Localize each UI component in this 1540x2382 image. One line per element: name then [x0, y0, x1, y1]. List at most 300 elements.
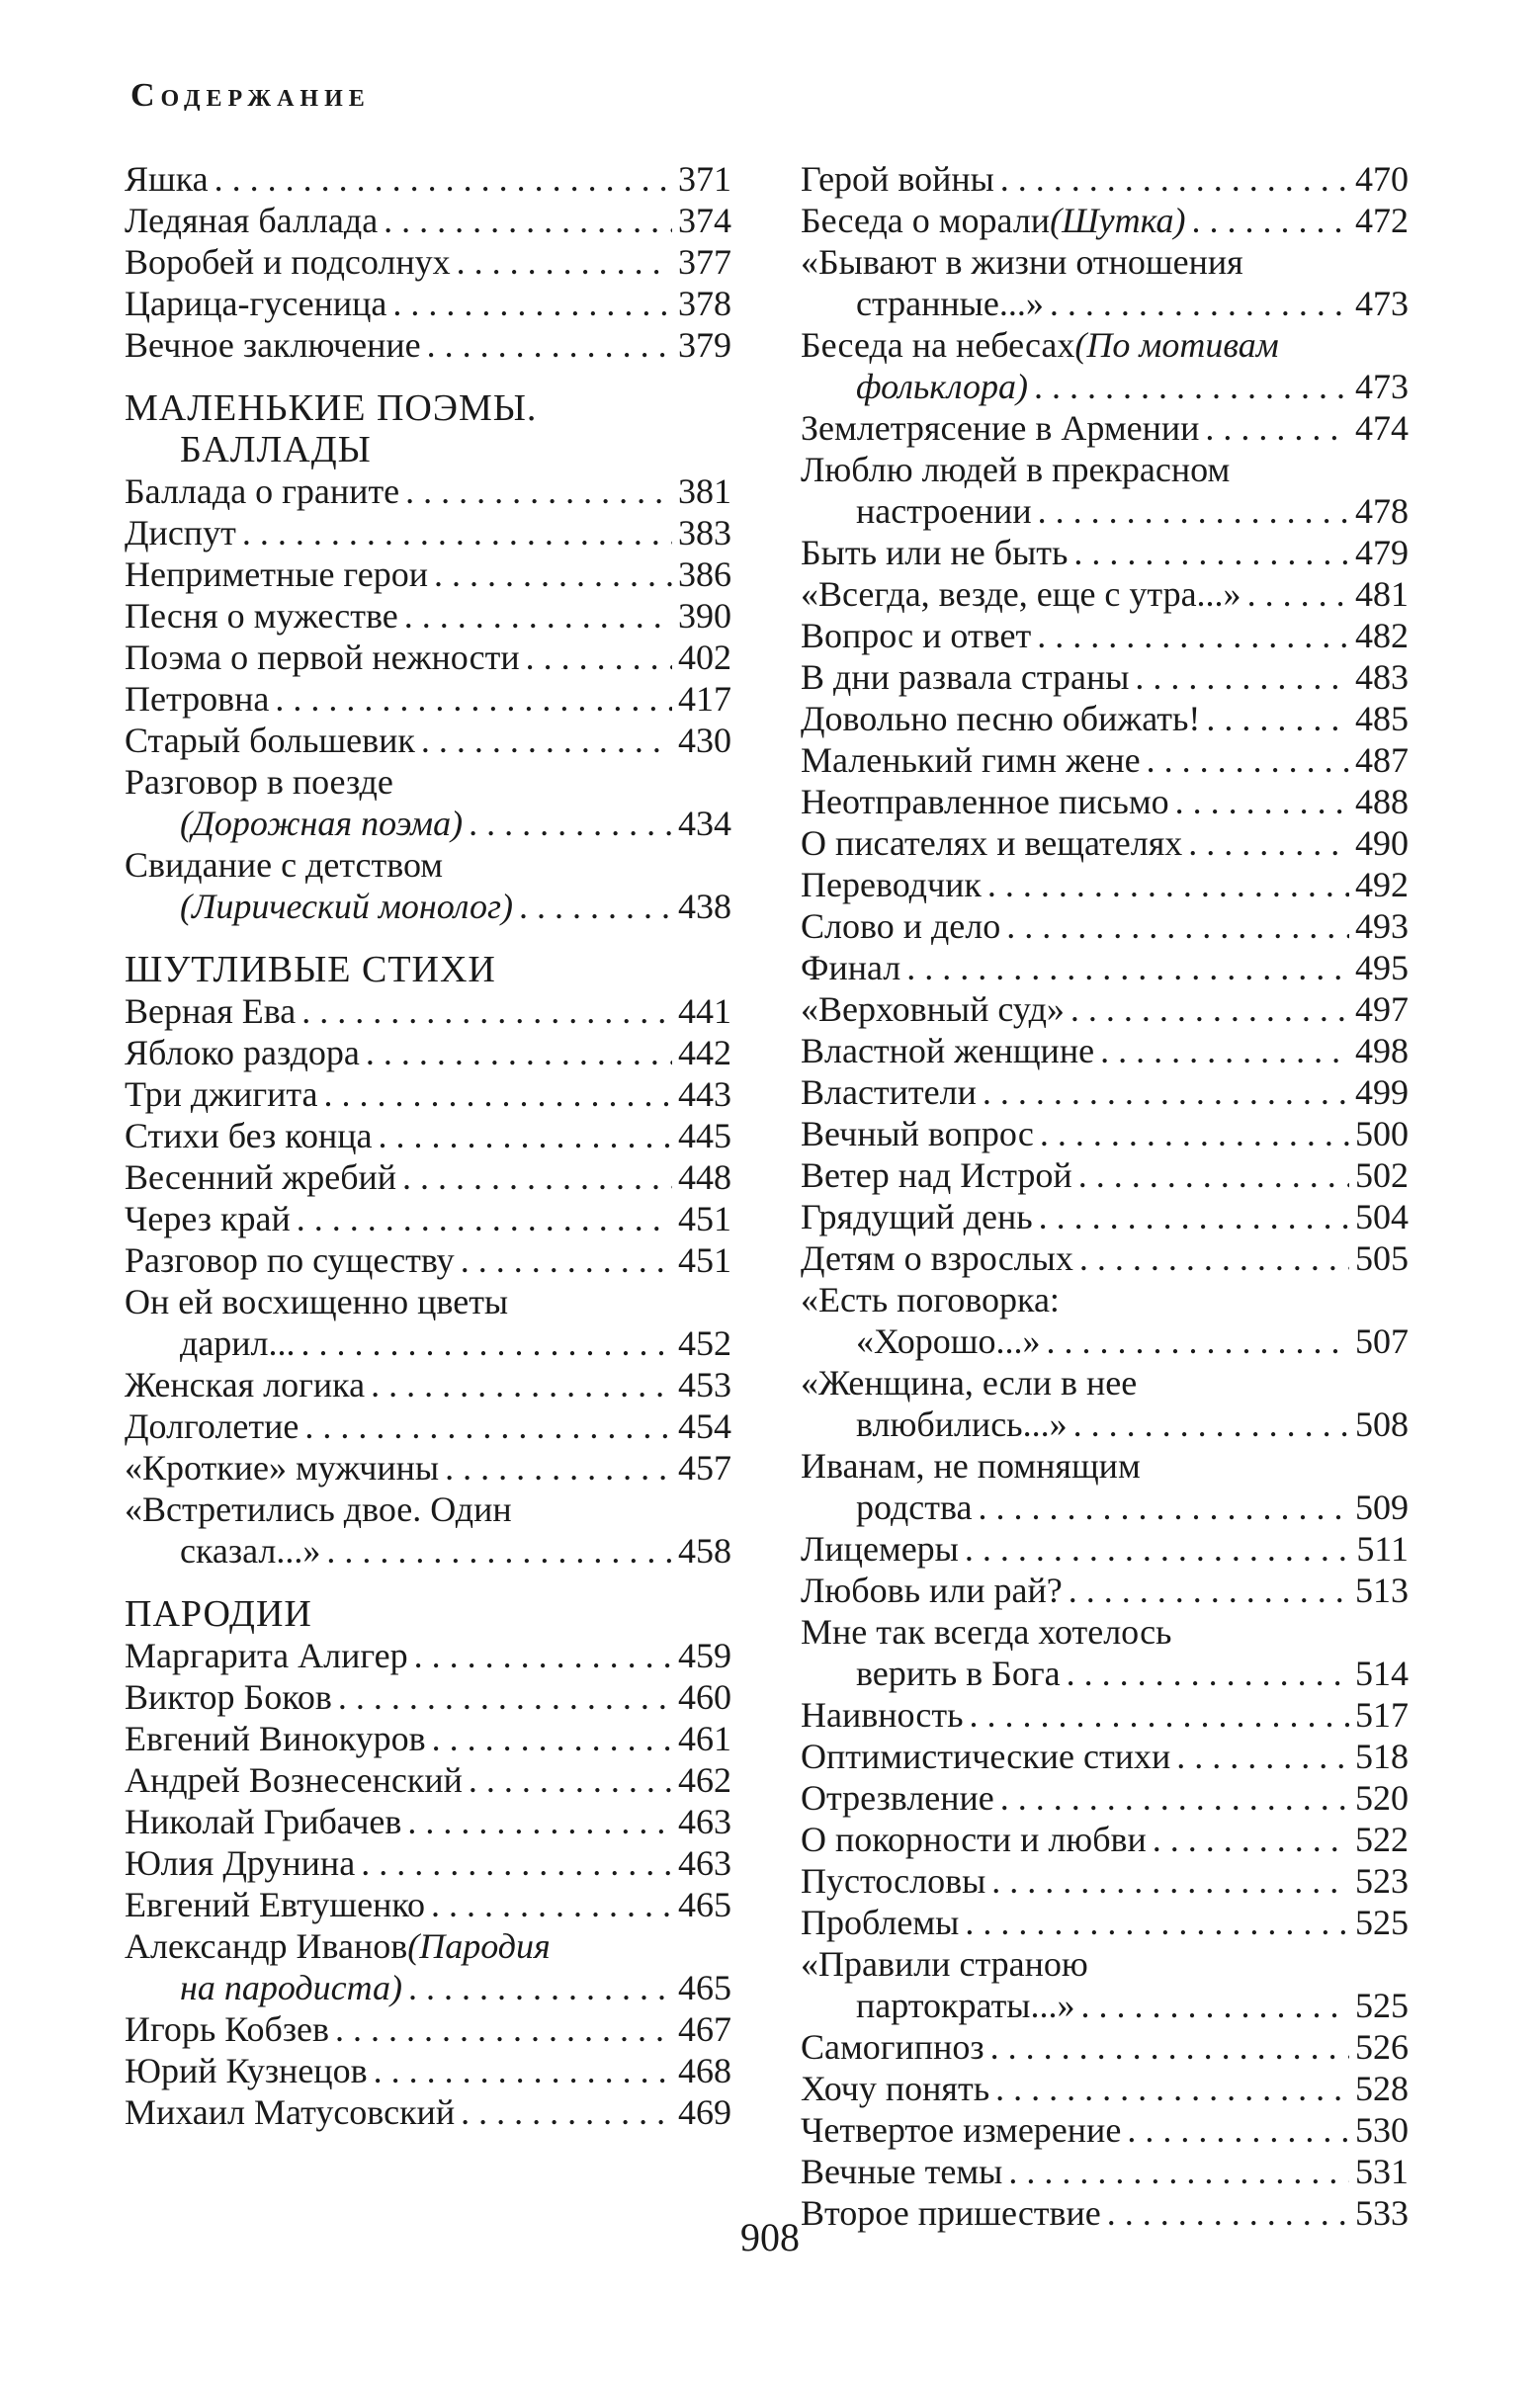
toc-entry	[125, 1801, 731, 1842]
entry-page-number: 533	[1355, 2193, 1409, 2233]
dot-leader	[1175, 781, 1349, 822]
dot-leader	[392, 283, 672, 324]
toc-line	[801, 407, 1409, 449]
entry-page-number: 469	[678, 2092, 731, 2132]
toc-entry	[801, 739, 1409, 781]
dot-leader	[421, 720, 672, 761]
dot-leader	[469, 803, 672, 844]
entry-title: (Лирический монолог)	[180, 887, 513, 926]
toc-entry	[125, 637, 731, 678]
toc-line	[125, 512, 731, 553]
page-number: 908	[740, 2215, 800, 2259]
dot-leader	[404, 595, 672, 637]
entry-title: Стихи без конца	[125, 1116, 373, 1155]
dot-leader	[301, 990, 672, 1032]
toc-line	[125, 283, 731, 324]
toc-entry	[801, 947, 1409, 988]
toc-line	[801, 532, 1409, 573]
section-title: МАЛЕНЬКИЕ ПОЭМЫ.	[125, 387, 538, 429]
toc-line	[801, 1487, 1409, 1528]
toc-entry	[125, 990, 731, 1032]
entry-title: Проблемы	[801, 1903, 960, 1942]
entry-page-number: 514	[1355, 1654, 1409, 1693]
toc-line	[801, 490, 1409, 532]
entry-title: Андрей Вознесенский	[125, 1760, 463, 1800]
entry-page-number: 531	[1355, 2152, 1409, 2191]
toc-entry	[801, 615, 1409, 656]
toc-line	[801, 1694, 1409, 1736]
entry-title: Наивность	[801, 1695, 964, 1735]
toc-line	[125, 1115, 731, 1156]
entry-title: Беседа на небесах	[801, 325, 1075, 365]
dot-leader	[301, 1322, 672, 1364]
entry-title: Любовь или рай?	[801, 1571, 1063, 1610]
toc-entry	[125, 2008, 731, 2050]
entry-title: странные...»	[856, 284, 1044, 323]
toc-entry	[801, 905, 1409, 947]
toc-entry	[125, 158, 731, 200]
toc-entry	[801, 1196, 1409, 1237]
toc-entry	[125, 1635, 731, 1676]
toc-line	[801, 781, 1409, 822]
entry-page-number: 472	[1355, 201, 1409, 240]
toc-line	[801, 656, 1409, 698]
toc-line	[125, 158, 731, 200]
entry-page-number: 417	[678, 679, 731, 719]
dot-leader	[965, 1528, 1350, 1570]
toc-entry	[801, 1902, 1409, 1943]
toc-entry	[125, 241, 731, 283]
entry-page-number: 492	[1355, 865, 1409, 904]
toc-line	[801, 1030, 1409, 1071]
entry-page-number: 495	[1355, 948, 1409, 987]
toc-entry	[801, 449, 1409, 532]
entry-page-number: 468	[678, 2051, 731, 2090]
toc-entry	[801, 1362, 1409, 1445]
dot-leader	[469, 1759, 672, 1801]
entry-page-number: 500	[1355, 1114, 1409, 1153]
entry-title: Игорь Кобзев	[125, 2009, 330, 2049]
toc-entry	[125, 324, 731, 366]
entry-title: Быть или не быть	[801, 533, 1069, 572]
toc-entry	[801, 2109, 1409, 2151]
toc-line	[801, 1237, 1409, 1279]
toc-line	[801, 1528, 1409, 1570]
entry-title: Властной женщине	[801, 1031, 1095, 1070]
entry-page-number: 451	[678, 1240, 731, 1280]
dot-leader	[434, 553, 672, 595]
toc-line	[801, 366, 1409, 407]
dot-leader	[1073, 1404, 1349, 1445]
entry-page-number: 502	[1355, 1155, 1409, 1195]
toc-line	[801, 698, 1409, 739]
toc-line	[801, 1570, 1409, 1611]
entry-title: Старый большевик	[125, 721, 415, 760]
dot-leader	[1192, 200, 1349, 241]
dot-leader	[970, 1694, 1349, 1736]
entry-page-number: 460	[678, 1677, 731, 1717]
toc-line	[801, 1154, 1409, 1196]
entry-title: Второе пришествие	[801, 2193, 1101, 2233]
toc-line	[801, 988, 1409, 1030]
toc-line	[125, 429, 731, 470]
toc-entry	[125, 1489, 731, 1572]
toc-line	[125, 1842, 731, 1884]
entry-title: «Хорошо...»	[856, 1321, 1041, 1361]
entry-page-number: 402	[678, 638, 731, 677]
entry-page-number: 430	[678, 721, 731, 760]
entry-page-number: 504	[1355, 1197, 1409, 1236]
toc-line	[125, 1281, 731, 1322]
dot-leader	[242, 512, 672, 553]
entry-page-number: 451	[678, 1199, 731, 1238]
dot-leader	[1050, 283, 1349, 324]
entry-title: Разговор в поезде	[125, 762, 393, 802]
entry-title: настроении	[856, 491, 1032, 531]
toc-entry	[125, 1239, 731, 1281]
entry-title: «Верховный суд»	[801, 989, 1065, 1029]
entry-title: Неприметные герои	[125, 554, 428, 594]
toc-line	[125, 1884, 731, 1925]
dot-leader	[432, 1718, 672, 1759]
toc-line	[125, 1676, 731, 1718]
entry-title: Песня о мужестве	[125, 596, 398, 636]
toc-entry	[125, 1281, 731, 1364]
toc-line	[125, 324, 731, 366]
dot-leader	[1205, 407, 1349, 449]
toc-line	[125, 1073, 731, 1115]
toc-entry	[125, 200, 731, 241]
dot-leader	[384, 200, 672, 241]
entry-page-number: 441	[678, 991, 731, 1031]
dot-leader	[1247, 573, 1349, 615]
toc-line	[801, 1653, 1409, 1694]
entry-subtitle: (По мотивам	[1074, 325, 1279, 365]
entry-title: Николай Грибачев	[125, 1802, 402, 1841]
entry-title: Женская логика	[125, 1365, 366, 1404]
dot-leader	[335, 2008, 672, 2050]
toc-line	[125, 886, 731, 927]
entry-title: Ледяная баллада	[125, 201, 379, 240]
entry-page-number: 443	[678, 1074, 731, 1114]
toc-line	[801, 449, 1409, 490]
toc-entry	[125, 1884, 731, 1925]
dot-leader	[906, 947, 1349, 988]
toc-line	[801, 1320, 1409, 1362]
entry-title: Евгений Винокуров	[125, 1719, 426, 1758]
dot-leader	[297, 1198, 672, 1239]
entry-title: (Дорожная поэма)	[180, 804, 464, 843]
entry-page-number: 518	[1355, 1737, 1409, 1776]
toc-entry	[801, 864, 1409, 905]
toc-line	[125, 1032, 731, 1073]
entry-title: О покорности и любви	[801, 1820, 1147, 1859]
toc-entry	[801, 1445, 1409, 1528]
entry-title: Петровна	[125, 679, 270, 719]
entry-page-number: 379	[678, 325, 731, 365]
toc-entry	[801, 988, 1409, 1030]
toc-line	[801, 1902, 1409, 1943]
entry-subtitle: (Пародия	[407, 1926, 551, 1966]
entry-title: партократы...»	[856, 1986, 1075, 2025]
entry-title: Евгений Евтушенко	[125, 1885, 426, 1924]
toc-line	[125, 1364, 731, 1405]
dot-leader	[1153, 1819, 1349, 1860]
dot-leader	[361, 1842, 672, 1884]
entry-page-number: 498	[1355, 1031, 1409, 1070]
toc-entry	[801, 1030, 1409, 1071]
entry-title: Весенний жребий	[125, 1157, 397, 1197]
dot-leader	[366, 1032, 672, 1073]
toc-line	[801, 1445, 1409, 1487]
section-heading	[125, 387, 731, 470]
toc-entry	[125, 595, 731, 637]
entry-title: Довольно песню обижать!	[801, 699, 1201, 738]
toc-entry	[125, 470, 731, 512]
dot-leader	[1046, 1320, 1349, 1362]
dot-leader	[1039, 1196, 1349, 1237]
entry-page-number: 390	[678, 596, 731, 636]
toc-line	[125, 241, 731, 283]
toc-line	[801, 739, 1409, 781]
entry-title: «Всегда, везде, еще с утра...»	[801, 574, 1241, 614]
toc-line	[801, 1196, 1409, 1237]
toc-line	[125, 761, 731, 803]
toc-entry	[801, 822, 1409, 864]
entry-page-number: 445	[678, 1116, 731, 1155]
entry-title: Люблю людей в прекрасном	[801, 450, 1231, 489]
entry-page-number: 505	[1355, 1238, 1409, 1278]
toc-line	[801, 1362, 1409, 1404]
entry-page-number: 530	[1355, 2110, 1409, 2150]
toc-entry	[801, 158, 1409, 200]
entry-page-number: 442	[678, 1033, 731, 1072]
entry-title: Яблоко раздора	[125, 1033, 360, 1072]
toc-line	[801, 1819, 1409, 1860]
dot-leader	[378, 1115, 672, 1156]
entry-page-number: 497	[1355, 989, 1409, 1029]
entry-title: на пародиста)	[180, 1968, 402, 2007]
section-title: ПАРОДИИ	[125, 1593, 312, 1635]
entry-title: Землетрясение в Армении	[801, 408, 1200, 448]
toc-line	[801, 2151, 1409, 2192]
dot-leader	[1127, 2109, 1349, 2151]
entry-title: Неотправленное письмо	[801, 782, 1169, 821]
entry-title: Он ей восхищенно цветы	[125, 1282, 509, 1321]
toc-line	[125, 990, 731, 1032]
toc-line	[125, 1635, 731, 1676]
entry-page-number: 520	[1355, 1778, 1409, 1818]
toc-line	[125, 637, 731, 678]
entry-page-number: 454	[678, 1406, 731, 1446]
dot-leader	[990, 2026, 1349, 2068]
entry-title: Пустословы	[801, 1861, 986, 1901]
toc-line	[125, 1198, 731, 1239]
toc-line	[125, 1156, 731, 1198]
toc-entry	[801, 1611, 1409, 1694]
toc-line	[125, 1530, 731, 1572]
entry-page-number: 378	[678, 284, 731, 323]
entry-title: Отрезвление	[801, 1778, 994, 1818]
toc-line	[125, 1322, 731, 1364]
dot-leader	[983, 1071, 1349, 1113]
dot-leader	[1100, 1030, 1349, 1071]
toc-entry	[125, 2050, 731, 2091]
entry-page-number: 488	[1355, 782, 1409, 821]
dot-leader	[1000, 1777, 1349, 1819]
entry-title: Самогипноз	[801, 2027, 984, 2067]
entry-page-number: 383	[678, 513, 731, 553]
entry-page-number: 467	[678, 2009, 731, 2049]
entry-page-number: 473	[1355, 367, 1409, 406]
toc-entry	[801, 200, 1409, 241]
entry-title: Вечные темы	[801, 2152, 1003, 2191]
toc-line	[125, 1489, 731, 1530]
dot-leader	[991, 1860, 1349, 1902]
toc-entry	[125, 720, 731, 761]
dot-leader	[275, 678, 672, 720]
dot-leader	[324, 1073, 672, 1115]
toc-line	[801, 241, 1409, 283]
toc-entry	[801, 1860, 1409, 1902]
toc-line	[125, 1447, 731, 1489]
entry-title: «Женщина, если в нее	[801, 1363, 1138, 1403]
toc-line	[801, 324, 1409, 366]
toc-line	[801, 283, 1409, 324]
entry-title: Вечный вопрос	[801, 1114, 1034, 1153]
toc-entry	[801, 532, 1409, 573]
dot-leader	[1080, 1985, 1349, 2026]
dot-leader	[1206, 698, 1349, 739]
entry-page-number: 526	[1355, 2027, 1409, 2067]
entry-title: дарил...	[180, 1323, 296, 1363]
toc-line	[801, 2068, 1409, 2109]
toc-entry	[125, 1156, 731, 1198]
entry-page-number: 448	[678, 1157, 731, 1197]
toc-line	[801, 1985, 1409, 2026]
section-title: БАЛЛАДЫ	[180, 429, 372, 470]
toc-entry	[801, 1237, 1409, 1279]
toc-entry	[801, 656, 1409, 698]
toc-entry	[801, 1694, 1409, 1736]
toc-entry	[125, 1718, 731, 1759]
dot-leader	[338, 1676, 672, 1718]
entry-page-number: 487	[1355, 740, 1409, 780]
entry-page-number: 438	[678, 887, 731, 926]
entry-page-number: 478	[1355, 491, 1409, 531]
entry-page-number: 371	[678, 159, 731, 199]
entry-title: Юлия Друнина	[125, 1843, 356, 1883]
dot-leader	[304, 1405, 672, 1447]
toc-entry	[125, 1842, 731, 1884]
entry-title: Мне так всегда хотелось	[801, 1612, 1172, 1652]
entry-title: «Бывают в жизни отношения	[801, 242, 1243, 282]
entry-page-number: 377	[678, 242, 731, 282]
toc-line	[801, 1777, 1409, 1819]
entry-page-number: 459	[678, 1636, 731, 1675]
entry-page-number: 499	[1355, 1072, 1409, 1112]
toc-entry	[801, 1819, 1409, 1860]
toc-line	[125, 1718, 731, 1759]
dot-leader	[371, 1364, 672, 1405]
dot-leader	[461, 2091, 672, 2133]
entry-page-number: 458	[678, 1531, 731, 1571]
toc-entry	[801, 781, 1409, 822]
section-heading	[125, 1593, 731, 1635]
toc-entry	[801, 2068, 1409, 2109]
entry-title: Верная Ева	[125, 991, 297, 1031]
entry-page-number: 381	[678, 471, 731, 511]
toc-entry	[801, 241, 1409, 324]
entry-title: Три джигита	[125, 1074, 318, 1114]
entry-title: «Есть поговорка:	[801, 1280, 1060, 1319]
entry-title: Грядущий день	[801, 1197, 1033, 1236]
toc-entry	[801, 1570, 1409, 1611]
toc-line	[125, 1239, 731, 1281]
toc-line	[801, 1113, 1409, 1154]
dot-leader	[1073, 532, 1349, 573]
entry-title: Оптимистические стихи	[801, 1737, 1171, 1776]
toc-entry	[125, 1925, 731, 2008]
entry-page-number: 508	[1355, 1404, 1409, 1444]
entry-title: «Кроткие» мужчины	[125, 1448, 440, 1488]
section-title: ШУТЛИВЫЕ СТИХИ	[125, 949, 496, 990]
entry-page-number: 483	[1355, 657, 1409, 697]
entry-page-number: 490	[1355, 823, 1409, 863]
dot-leader	[1176, 1736, 1349, 1777]
dot-leader	[1147, 739, 1349, 781]
dot-leader	[1078, 1154, 1349, 1196]
toc-entry	[125, 283, 731, 324]
toc-entry	[125, 1676, 731, 1718]
entry-page-number: 493	[1355, 906, 1409, 946]
toc-line	[801, 2109, 1409, 2151]
entry-page-number: 374	[678, 201, 731, 240]
entry-page-number: 461	[678, 1719, 731, 1758]
toc-entry	[801, 407, 1409, 449]
entry-page-number: 465	[678, 1885, 731, 1924]
dot-leader	[1040, 1113, 1349, 1154]
toc-line	[125, 1405, 731, 1447]
entry-page-number: 479	[1355, 533, 1409, 572]
toc-entry	[125, 1447, 731, 1489]
toc-entry	[801, 698, 1409, 739]
toc-line	[125, 720, 731, 761]
entry-page-number: 509	[1355, 1488, 1409, 1527]
toc-line	[801, 1279, 1409, 1320]
toc-line	[801, 1860, 1409, 1902]
dot-leader	[526, 637, 672, 678]
entry-page-number: 523	[1355, 1861, 1409, 1901]
toc-entry	[801, 1113, 1409, 1154]
toc-line	[125, 2008, 731, 2050]
toc-right-column	[801, 158, 1409, 2234]
dot-leader	[214, 158, 672, 200]
entry-page-number: 517	[1355, 1695, 1409, 1735]
entry-title: Разговор по существу	[125, 1240, 455, 1280]
toc-entry	[125, 553, 731, 595]
entry-title: «Правили страною	[801, 1944, 1088, 1984]
dot-leader	[326, 1530, 672, 1572]
toc-line	[801, 822, 1409, 864]
toc-line	[125, 200, 731, 241]
dot-leader	[457, 241, 672, 283]
entry-title: Диспут	[125, 513, 236, 553]
entry-subtitle: (Шутка)	[1050, 201, 1186, 240]
toc-entry	[801, 1154, 1409, 1196]
entry-page-number: 522	[1355, 1820, 1409, 1859]
entry-page-number: 474	[1355, 408, 1409, 448]
